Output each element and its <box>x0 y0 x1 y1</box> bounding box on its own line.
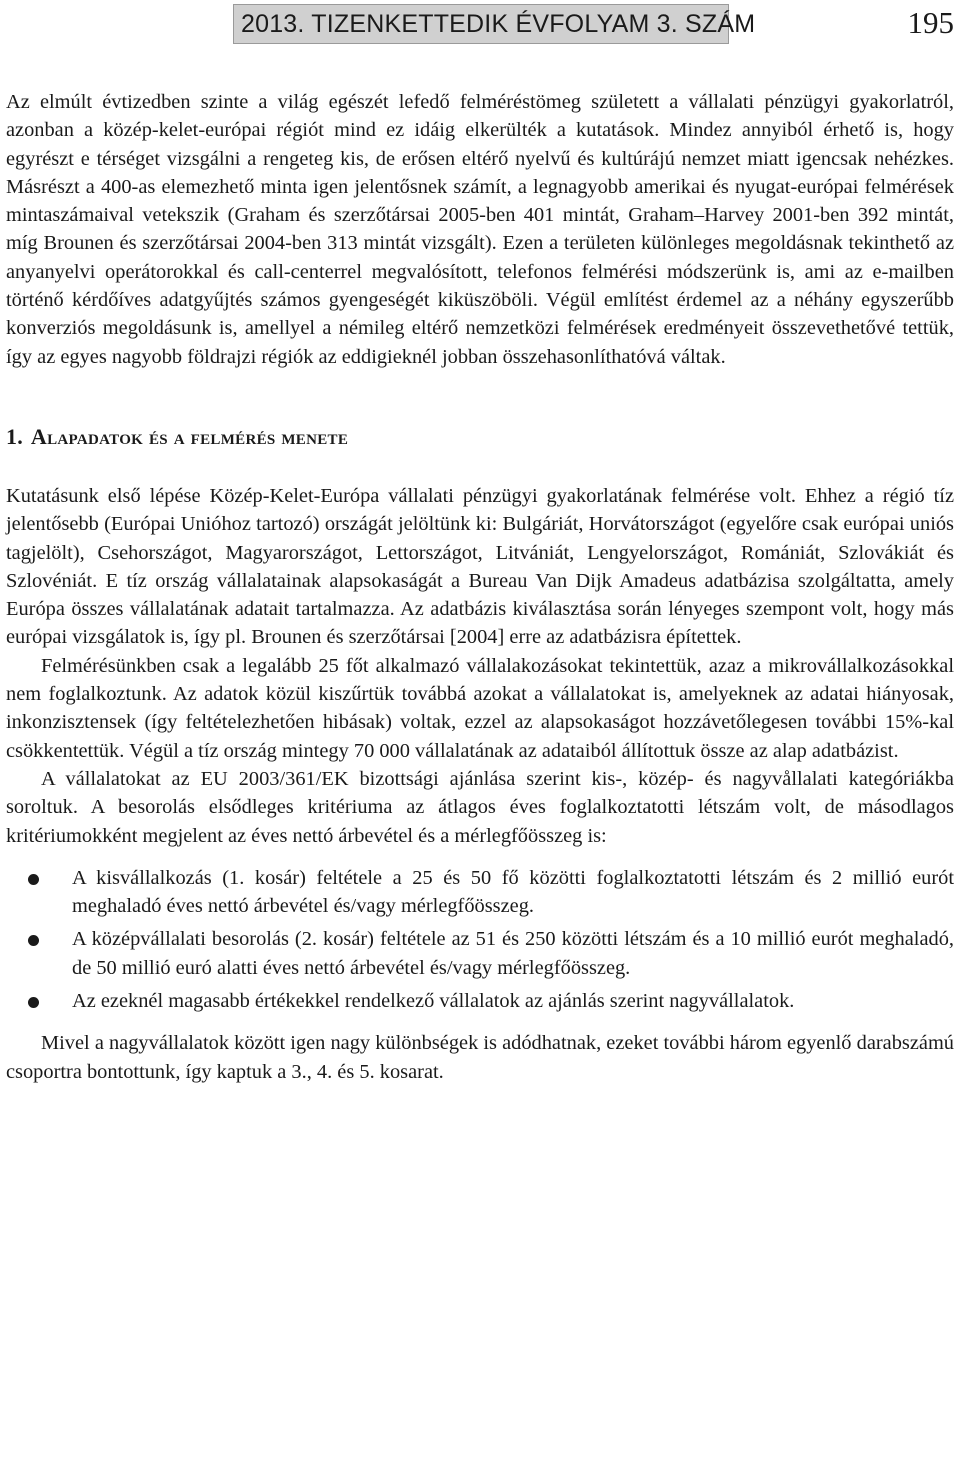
page-number: 195 <box>907 5 954 40</box>
bullet-icon <box>28 874 39 885</box>
list-item <box>6 987 954 1015</box>
article-body <box>6 88 954 1086</box>
section-paragraph: Kutatásunk első lépése Közép-Kelet-Európa vállalati pénzügyi gyakorlatának felmérése volt. Ehhez a régió tíz jelentősebb (Európai Unióhoz tartozó) országát jelöltünk ki: Bulgáriát, Horvátországot (egyelőre csak európai uniós tagjelölt), Csehországot, Magyarországot, Lettországot, Litvániát, Lengyelországot, Romániát, Szlovákiát és Szlovéniát. E tíz ország vállalatainak alapsokaságát a Bureau Van Dijk Amadeus adatbázisa szolgáltatta, amely Európa összes vállalatának adatait tartalmazza. Az adatbázis kiválasztása során lényeges szempont volt, hogy más európai vizsgálatok is, így pl. Brounen és szerzőtársai [2004] erre az adatbázisra építettek. <box>6 484 954 649</box>
section-title: Alapadatok és a felmérés menete <box>30 423 349 449</box>
closing-paragraph: Mivel a nagyvállalatok között igen nagy különbségek is adódhatnak, ezeket további három egyenlő darabszámú csoportra bontottunk, így kaptuk a 3., 4. és 5. kosarat. <box>6 1032 954 1083</box>
list-item-text: A középvállalati besorolás (2. kosár) feltétele az 51 és 250 közötti létszám és a 10 millió eurót meghaladó, de 50 millió euró alatti éves nettó árbevétel és/vagy mérlegfőösszeg. <box>72 928 954 979</box>
section-number: 1. <box>6 423 24 449</box>
section-heading <box>6 422 954 452</box>
list-item <box>6 864 954 921</box>
list-item-text: A kisvállalkozás (1. kosár) feltétele a 25 és 50 fő közötti foglalkoztatotti létszám és 2 millió eurót meghaladó éves nettó árbevétel és/vagy mérlegfőösszeg. <box>72 866 954 918</box>
bullet-icon <box>28 935 39 946</box>
page-header <box>0 0 960 48</box>
intro-paragraph: Az elmúlt évtizedben szinte a világ egészét lefedő felméréstömeg született a vállalati pénzügyi gyakorlatról, azonban a közép-kelet-európai régiót mind ez idáig elkerülték a kutatások. Mindez annyiból érhető is, hogy egyrészt e térséget vizsgálni a rengeteg kis, de erősen eltérő nyelvű és kultúrájú nemzet miatt igencsak nehézkes. Másrészt a 400-as elemezhető minta igen jelentősnek számít, a legnagyobb amerikai és nyugat-európai felmérések mintaszámaival vetekszik (Graham és szerzőtársai 2005-ben 401 mintát, Graham–Harvey 2001-ben 392 mintát, míg Brounen és szerzőtársai 2004-ben 313 mintát vizsgált). Ezen a területen különleges megoldásnak tekinthető az anyanyelvi operátorokkal és call-centerrel megvalósított, telefonos felmérési módszerünk is, ami az e-mailben történő kérdőíves adatgyűjtés számos gyengeségét kiküszöböli. Végül említést érdemel az a néhány egyszerűbb konverziós megoldásunk is, amellyel a némileg eltérő nemzetközi felmérések eredményeit összevethetővé tettük, így az egyes nagyobb földrajzi régiók az eddigieknél jobban összehasonlíthatóvá váltak. <box>6 91 954 368</box>
running-title: 2013. TIZENKETTEDIK ÉVFOLYAM 3. SZÁM <box>233 4 729 44</box>
section-paragraph: Felmérésünkben csak a legalább 25 főt alkalmazó vállalakozásokat tekintettük, azaz a mikrovállalkozásokkal nem foglalkoztunk. Az adatok közül kiszűrtük továbbá azokat a vállalatokat is, amelyeknek az adatai hiányosak, inkonzisztensek (így feltételezhetően hibásak) voltak, ezzel az alapsokaságot hozzávetőlegesen további 15%-kal csökkentettük. Végül a tíz ország mintegy 70 000 vállalatának az adataiból állítottuk össze az alap adatbázist. <box>6 654 954 762</box>
section-paragraph: A vállalatokat az EU 2003/361/EK bizottsági ajánlása szerint kis-, közép- és nagyvållalati kategóriákba soroltuk. A besorolás elsődleges kritériuma az átlagos éves foglalkoztatotti létszám volt, de másodlagos kritériumokként megjelent az éves nettó árbevétel és a mérlegfőösszeg is: <box>6 767 954 847</box>
list-item <box>6 925 954 982</box>
category-list <box>6 864 954 1015</box>
list-item-text: Az ezeknél magasabb értékekkel rendelkező vállalatok az ajánlás szerint nagyvállalatok. <box>72 990 795 1013</box>
bullet-icon <box>28 997 39 1008</box>
